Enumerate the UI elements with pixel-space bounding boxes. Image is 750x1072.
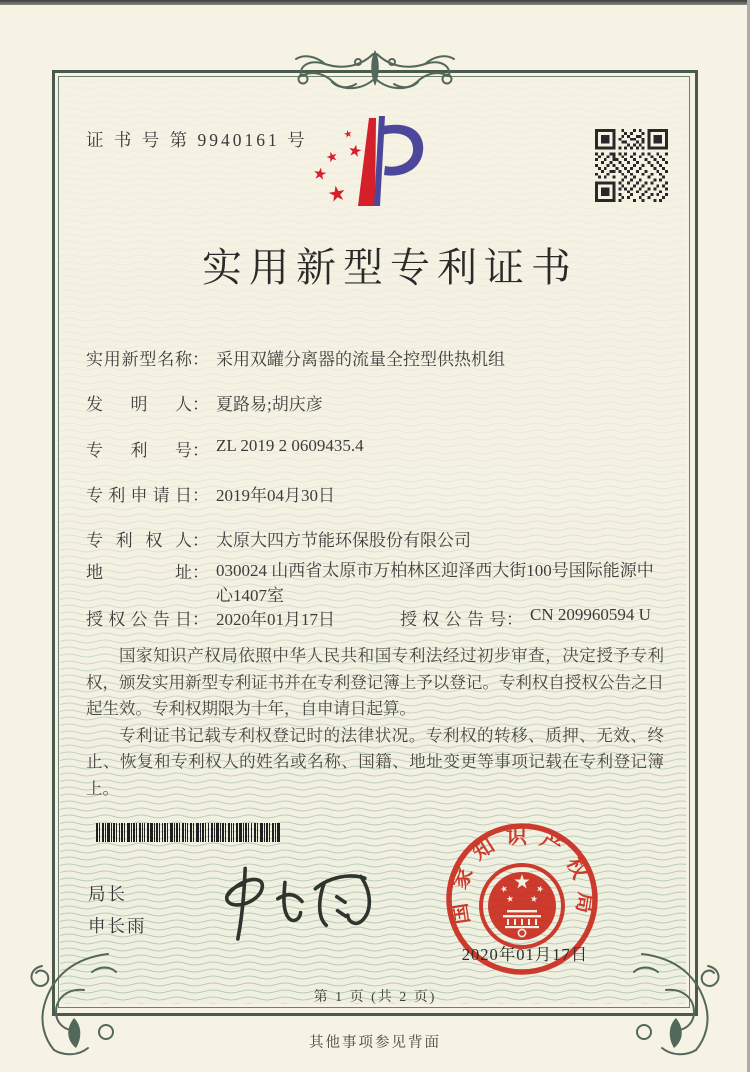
bottom-left-flourish-ornament [22, 948, 132, 1058]
field-value: 太原大四方节能环保股份有限公司 [216, 531, 471, 550]
field-colon: ： [192, 350, 209, 369]
photo-top-edge [0, 0, 750, 5]
barcode [96, 823, 281, 842]
page-number: 第 1 页 (共 2 页) [313, 990, 437, 1005]
field-label: 地址 [86, 563, 192, 582]
back-side-note: 其他事项参见背面 [309, 1035, 441, 1051]
field-row-grant [86, 605, 651, 630]
officer-title: 局长 [88, 884, 127, 904]
seal-date: 2020年01月17日 [461, 945, 589, 964]
field-label: 授权公告日 [86, 610, 192, 629]
field-label: 专利申请日 [86, 486, 192, 505]
paragraph-register-statement: 专利证书记载专利权登记时的法律状况。专利权的转移、质押、无效、终止、恢复和专利权人的姓名或名称、国籍、地址变更等事项记载在专利登记簿上。 [86, 725, 664, 798]
field-label: 授权公告号 [400, 610, 506, 629]
certificate-number: 证 书 号 第 9940161 号 [86, 130, 308, 150]
field-label: 发明人 [86, 395, 192, 414]
field-row-utility-name [86, 345, 505, 370]
qr-code [595, 129, 668, 202]
cnipa-logo-icon [306, 108, 440, 216]
field-row-patentee [86, 526, 471, 551]
field-value: 2019年04月30日 [216, 486, 335, 505]
field-colon: ： [506, 610, 523, 629]
field-colon: ： [192, 486, 209, 505]
field-colon: ： [192, 441, 209, 460]
field-label: 专利权人 [86, 531, 192, 550]
field-colon: ： [192, 610, 209, 629]
field-label: 专利号 [86, 441, 192, 460]
top-flourish-ornament [282, 38, 468, 100]
field-label: 实用新型名称 [86, 350, 192, 369]
field-value: 采用双罐分离器的流量全控型供热机组 [216, 350, 505, 369]
paragraph-grant-statement: 国家知识产权局依照中华人民共和国专利法经过初步审查，决定授予专利权，颁发实用新型专利证书并在专利登记簿上予以登记。专利权自授权公告之日起生效。专利权期限为十年，自申请日起算。 [86, 646, 664, 718]
field-value: ZL 2019 2 0609435.4 [216, 436, 364, 455]
signature-shen-changyu [196, 853, 390, 951]
field-value: 2020年01月17日 [216, 610, 335, 629]
field-colon: ： [192, 395, 209, 414]
field-colon: ： [192, 531, 209, 550]
field-row-address [86, 558, 668, 608]
field-row-patent-no [86, 436, 364, 461]
grant-no-pair [400, 605, 651, 630]
bottom-right-flourish-ornament [618, 948, 728, 1058]
legal-paragraphs [86, 643, 664, 802]
field-value: 夏路易;胡庆彦 [216, 395, 323, 414]
national-emblem-icon [481, 865, 563, 947]
field-row-filing-date [86, 481, 335, 506]
field-row-inventor [86, 390, 323, 415]
officer-name: 申长雨 [88, 916, 147, 936]
field-value: CN 209960594 U [530, 605, 651, 624]
seal-text: 国家知识产权局 [445, 823, 599, 926]
certificate-title: 实用新型专利证书 [202, 245, 578, 290]
field-colon: ： [192, 563, 209, 582]
field-value: 030024 山西省太原市万柏林区迎泽西大街100号国际能源中心1407室 [216, 561, 654, 605]
